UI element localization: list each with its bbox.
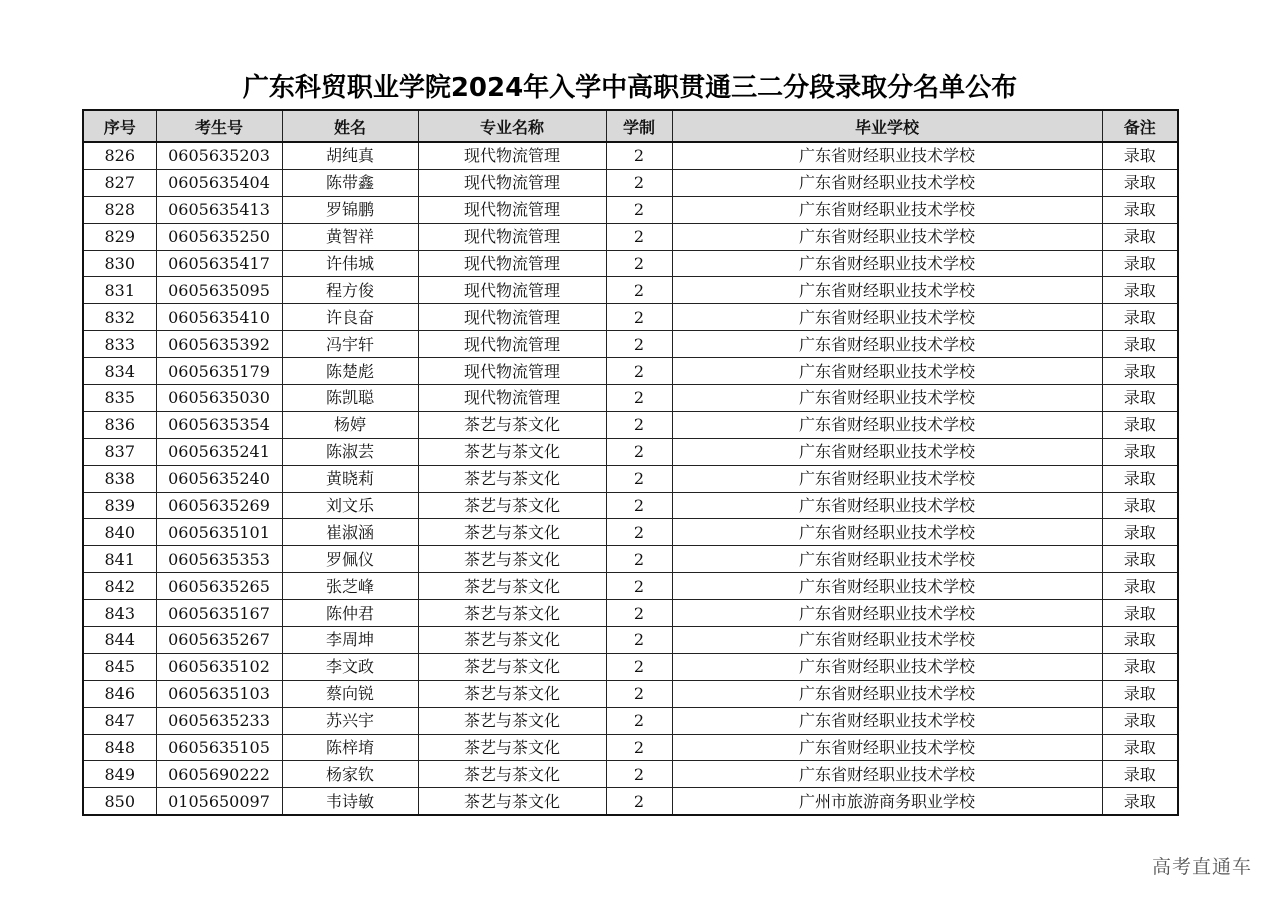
cell-exam-number: 0605635250 (156, 223, 282, 250)
cell-major: 茶艺与茶文化 (418, 465, 606, 492)
cell-school: 广州市旅游商务职业学校 (672, 788, 1102, 815)
cell-duration: 2 (606, 304, 672, 331)
cell-serial: 833 (83, 331, 156, 358)
cell-name: 苏兴宇 (282, 707, 418, 734)
cell-serial: 840 (83, 519, 156, 546)
cell-major: 茶艺与茶文化 (418, 707, 606, 734)
cell-serial: 839 (83, 492, 156, 519)
cell-duration: 2 (606, 653, 672, 680)
cell-major: 茶艺与茶文化 (418, 788, 606, 815)
cell-exam-number: 0605635233 (156, 707, 282, 734)
cell-exam-number: 0605635167 (156, 600, 282, 627)
cell-school: 广东省财经职业技术学校 (672, 707, 1102, 734)
table-row (83, 250, 1178, 277)
cell-duration: 2 (606, 358, 672, 385)
cell-remark: 录取 (1102, 546, 1178, 573)
table-row (83, 223, 1178, 250)
header-exam-number: 考生号 (156, 110, 282, 142)
cell-duration: 2 (606, 250, 672, 277)
cell-exam-number: 0605635102 (156, 653, 282, 680)
cell-school: 广东省财经职业技术学校 (672, 653, 1102, 680)
cell-exam-number: 0605635354 (156, 411, 282, 438)
cell-major: 现代物流管理 (418, 223, 606, 250)
cell-name: 许良奋 (282, 304, 418, 331)
cell-serial: 826 (83, 142, 156, 169)
cell-serial: 844 (83, 627, 156, 654)
cell-duration: 2 (606, 680, 672, 707)
cell-duration: 2 (606, 196, 672, 223)
page-title: 广东科贸职业学院2024年入学中高职贯通三二分段录取分名单公布 (242, 73, 1018, 103)
cell-exam-number: 0605635392 (156, 331, 282, 358)
header-row (83, 110, 1178, 142)
cell-duration: 2 (606, 788, 672, 815)
cell-duration: 2 (606, 277, 672, 304)
table-row (83, 277, 1178, 304)
cell-serial: 847 (83, 707, 156, 734)
cell-school: 广东省财经职业技术学校 (672, 680, 1102, 707)
cell-serial: 846 (83, 680, 156, 707)
cell-duration: 2 (606, 223, 672, 250)
table-row (83, 358, 1178, 385)
cell-school: 广东省财经职业技术学校 (672, 546, 1102, 573)
admission-table (82, 109, 1179, 816)
cell-duration: 2 (606, 707, 672, 734)
cell-exam-number: 0605635179 (156, 358, 282, 385)
cell-serial: 831 (83, 277, 156, 304)
cell-remark: 录取 (1102, 653, 1178, 680)
table-row (83, 385, 1178, 412)
cell-exam-number: 0605635417 (156, 250, 282, 277)
cell-serial: 834 (83, 358, 156, 385)
cell-major: 茶艺与茶文化 (418, 600, 606, 627)
cell-exam-number: 0605635413 (156, 196, 282, 223)
table-row (83, 331, 1178, 358)
table-row (83, 680, 1178, 707)
table-row (83, 761, 1178, 788)
cell-school: 广东省财经职业技术学校 (672, 465, 1102, 492)
cell-exam-number: 0605635353 (156, 546, 282, 573)
table-row (83, 492, 1178, 519)
table-row (83, 142, 1178, 169)
cell-name: 冯宇轩 (282, 331, 418, 358)
cell-school: 广东省财经职业技术学校 (672, 223, 1102, 250)
cell-duration: 2 (606, 331, 672, 358)
cell-name: 李文政 (282, 653, 418, 680)
cell-major: 茶艺与茶文化 (418, 411, 606, 438)
cell-serial: 841 (83, 546, 156, 573)
cell-exam-number: 0605635203 (156, 142, 282, 169)
cell-exam-number: 0605690222 (156, 761, 282, 788)
cell-major: 茶艺与茶文化 (418, 573, 606, 600)
cell-exam-number: 0605635265 (156, 573, 282, 600)
cell-remark: 录取 (1102, 304, 1178, 331)
cell-major: 现代物流管理 (418, 277, 606, 304)
cell-serial: 845 (83, 653, 156, 680)
cell-school: 广东省财经职业技术学校 (672, 600, 1102, 627)
cell-school: 广东省财经职业技术学校 (672, 304, 1102, 331)
cell-school: 广东省财经职业技术学校 (672, 385, 1102, 412)
header-major: 专业名称 (418, 110, 606, 142)
cell-remark: 录取 (1102, 277, 1178, 304)
table-row (83, 546, 1178, 573)
cell-exam-number: 0605635410 (156, 304, 282, 331)
table-body (83, 142, 1178, 815)
cell-serial: 832 (83, 304, 156, 331)
cell-remark: 录取 (1102, 169, 1178, 196)
cell-name: 陈梓堉 (282, 734, 418, 761)
cell-school: 广东省财经职业技术学校 (672, 142, 1102, 169)
cell-duration: 2 (606, 465, 672, 492)
cell-exam-number: 0605635103 (156, 680, 282, 707)
cell-name: 陈带鑫 (282, 169, 418, 196)
cell-duration: 2 (606, 573, 672, 600)
cell-exam-number: 0605635240 (156, 465, 282, 492)
cell-major: 茶艺与茶文化 (418, 761, 606, 788)
cell-major: 现代物流管理 (418, 331, 606, 358)
cell-serial: 828 (83, 196, 156, 223)
cell-school: 广东省财经职业技术学校 (672, 627, 1102, 654)
cell-exam-number: 0605635267 (156, 627, 282, 654)
cell-exam-number: 0105650097 (156, 788, 282, 815)
cell-name: 程方俊 (282, 277, 418, 304)
cell-duration: 2 (606, 734, 672, 761)
cell-duration: 2 (606, 438, 672, 465)
cell-school: 广东省财经职业技术学校 (672, 331, 1102, 358)
cell-duration: 2 (606, 411, 672, 438)
cell-major: 茶艺与茶文化 (418, 546, 606, 573)
cell-duration: 2 (606, 385, 672, 412)
cell-duration: 2 (606, 761, 672, 788)
cell-remark: 录取 (1102, 734, 1178, 761)
cell-remark: 录取 (1102, 411, 1178, 438)
cell-major: 茶艺与茶文化 (418, 519, 606, 546)
cell-name: 陈凯聪 (282, 385, 418, 412)
cell-remark: 录取 (1102, 707, 1178, 734)
cell-major: 茶艺与茶文化 (418, 492, 606, 519)
cell-serial: 843 (83, 600, 156, 627)
cell-major: 茶艺与茶文化 (418, 438, 606, 465)
header-name: 姓名 (282, 110, 418, 142)
cell-major: 茶艺与茶文化 (418, 653, 606, 680)
cell-remark: 录取 (1102, 680, 1178, 707)
cell-remark: 录取 (1102, 519, 1178, 546)
cell-name: 崔淑涵 (282, 519, 418, 546)
cell-name: 罗佩仪 (282, 546, 418, 573)
cell-serial: 848 (83, 734, 156, 761)
cell-exam-number: 0605635095 (156, 277, 282, 304)
cell-name: 张芝峰 (282, 573, 418, 600)
cell-serial: 827 (83, 169, 156, 196)
table-row (83, 653, 1178, 680)
cell-serial: 829 (83, 223, 156, 250)
cell-exam-number: 0605635269 (156, 492, 282, 519)
cell-name: 胡纯真 (282, 142, 418, 169)
table-row (83, 304, 1178, 331)
cell-remark: 录取 (1102, 331, 1178, 358)
cell-school: 广东省财经职业技术学校 (672, 492, 1102, 519)
cell-serial: 838 (83, 465, 156, 492)
table-row (83, 573, 1178, 600)
table-row (83, 196, 1178, 223)
cell-school: 广东省财经职业技术学校 (672, 169, 1102, 196)
cell-remark: 录取 (1102, 492, 1178, 519)
cell-duration: 2 (606, 142, 672, 169)
cell-name: 黄智祥 (282, 223, 418, 250)
cell-school: 广东省财经职业技术学校 (672, 277, 1102, 304)
cell-name: 李周坤 (282, 627, 418, 654)
cell-remark: 录取 (1102, 142, 1178, 169)
cell-serial: 850 (83, 788, 156, 815)
cell-major: 现代物流管理 (418, 250, 606, 277)
cell-serial: 836 (83, 411, 156, 438)
cell-duration: 2 (606, 519, 672, 546)
cell-name: 黄晓莉 (282, 465, 418, 492)
cell-name: 刘文乐 (282, 492, 418, 519)
cell-school: 广东省财经职业技术学校 (672, 573, 1102, 600)
cell-exam-number: 0605635105 (156, 734, 282, 761)
cell-remark: 录取 (1102, 761, 1178, 788)
cell-duration: 2 (606, 600, 672, 627)
cell-major: 茶艺与茶文化 (418, 734, 606, 761)
cell-duration: 2 (606, 492, 672, 519)
table-row (83, 627, 1178, 654)
header-school: 毕业学校 (672, 110, 1102, 142)
cell-school: 广东省财经职业技术学校 (672, 438, 1102, 465)
cell-name: 韦诗敏 (282, 788, 418, 815)
cell-remark: 录取 (1102, 250, 1178, 277)
cell-exam-number: 0605635404 (156, 169, 282, 196)
cell-major: 现代物流管理 (418, 196, 606, 223)
cell-major: 现代物流管理 (418, 169, 606, 196)
cell-exam-number: 0605635030 (156, 385, 282, 412)
cell-major: 茶艺与茶文化 (418, 680, 606, 707)
table-row (83, 465, 1178, 492)
cell-serial: 835 (83, 385, 156, 412)
cell-remark: 录取 (1102, 627, 1178, 654)
table-row (83, 600, 1178, 627)
table-row (83, 519, 1178, 546)
cell-name: 陈淑芸 (282, 438, 418, 465)
table-header (83, 110, 1178, 142)
cell-remark: 录取 (1102, 600, 1178, 627)
cell-name: 杨家钦 (282, 761, 418, 788)
header-remark: 备注 (1102, 110, 1178, 142)
watermark-text: 高考直通车 (1151, 856, 1252, 878)
cell-duration: 2 (606, 169, 672, 196)
cell-remark: 录取 (1102, 223, 1178, 250)
cell-major: 现代物流管理 (418, 358, 606, 385)
cell-school: 广东省财经职业技术学校 (672, 250, 1102, 277)
table-row (83, 438, 1178, 465)
cell-remark: 录取 (1102, 465, 1178, 492)
cell-school: 广东省财经职业技术学校 (672, 761, 1102, 788)
cell-duration: 2 (606, 627, 672, 654)
cell-serial: 849 (83, 761, 156, 788)
cell-remark: 录取 (1102, 358, 1178, 385)
cell-school: 广东省财经职业技术学校 (672, 519, 1102, 546)
cell-remark: 录取 (1102, 438, 1178, 465)
cell-name: 杨婷 (282, 411, 418, 438)
cell-remark: 录取 (1102, 196, 1178, 223)
cell-serial: 842 (83, 573, 156, 600)
header-serial: 序号 (83, 110, 156, 142)
table-row (83, 788, 1178, 815)
cell-major: 现代物流管理 (418, 142, 606, 169)
cell-name: 陈仲君 (282, 600, 418, 627)
cell-school: 广东省财经职业技术学校 (672, 358, 1102, 385)
cell-school: 广东省财经职业技术学校 (672, 196, 1102, 223)
table-row (83, 734, 1178, 761)
cell-name: 许伟城 (282, 250, 418, 277)
table-row (83, 707, 1178, 734)
table-row (83, 169, 1178, 196)
cell-exam-number: 0605635241 (156, 438, 282, 465)
table-row (83, 411, 1178, 438)
cell-name: 蔡向锐 (282, 680, 418, 707)
cell-remark: 录取 (1102, 788, 1178, 815)
cell-name: 陈楚彪 (282, 358, 418, 385)
cell-serial: 837 (83, 438, 156, 465)
cell-name: 罗锦鹏 (282, 196, 418, 223)
cell-school: 广东省财经职业技术学校 (672, 411, 1102, 438)
cell-major: 茶艺与茶文化 (418, 627, 606, 654)
cell-remark: 录取 (1102, 385, 1178, 412)
cell-school: 广东省财经职业技术学校 (672, 734, 1102, 761)
cell-major: 现代物流管理 (418, 385, 606, 412)
cell-duration: 2 (606, 546, 672, 573)
header-duration: 学制 (606, 110, 672, 142)
cell-remark: 录取 (1102, 573, 1178, 600)
cell-serial: 830 (83, 250, 156, 277)
cell-major: 现代物流管理 (418, 304, 606, 331)
cell-exam-number: 0605635101 (156, 519, 282, 546)
